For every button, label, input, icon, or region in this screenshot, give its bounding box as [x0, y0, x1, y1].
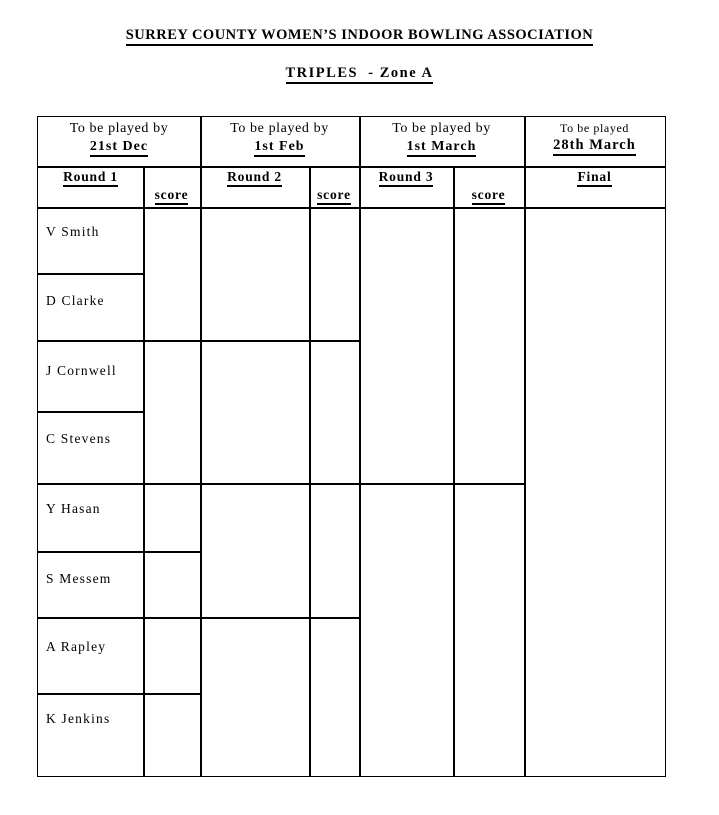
round2-score-cell-1	[309, 207, 359, 340]
round2-winner-cell-3	[200, 483, 309, 617]
line-cornwell-stevens	[38, 411, 144, 413]
round2-score-cell-3	[309, 483, 359, 617]
final-played-by-label: To be played	[559, 121, 629, 135]
final-date-label: 28th March	[553, 137, 636, 156]
round1-header: Round 1	[38, 169, 143, 185]
round3-score-cell-top	[453, 207, 524, 483]
header-row-divider	[38, 166, 665, 168]
round2-score-header: score	[309, 187, 359, 203]
round1-score-header: score	[143, 187, 200, 203]
round1-score-cell-match1	[143, 207, 200, 340]
round1-score-cell-rapley	[143, 617, 200, 693]
line-smith-clarke	[38, 273, 144, 275]
player-7: A Rapley	[46, 639, 107, 654]
round1-date-label: 21st Dec	[90, 139, 148, 157]
player-5: Y Hasan	[46, 501, 101, 516]
player-2: D Clarke	[46, 293, 105, 308]
document-subtitle-text: TRIPLES - Zone A	[286, 65, 434, 84]
round2-score-cell-4	[309, 617, 359, 776]
header-round2-date	[200, 117, 359, 166]
round3-winner-cell-top	[359, 207, 453, 483]
round3-played-by-label: To be played by	[392, 121, 491, 136]
round1-score-cell-match2	[143, 340, 200, 483]
document-subtitle	[0, 65, 719, 82]
round1-score-cell-messem	[143, 551, 200, 617]
player-3: J Cornwell	[46, 363, 117, 378]
round3-score-header: score	[453, 187, 524, 203]
document-title	[0, 27, 719, 44]
round2-winner-cell-1	[200, 207, 309, 340]
player-4: C Stevens	[46, 431, 112, 446]
bracket-table	[37, 116, 666, 777]
round3-score-cell-bottom	[453, 483, 524, 776]
round1-score-cell-jenkins	[143, 693, 200, 776]
header-round1-date	[38, 117, 200, 166]
round2-winner-cell-2	[200, 340, 309, 483]
round3-winner-cell-bottom	[359, 483, 453, 776]
round3-header: Round 3	[359, 169, 453, 185]
round2-played-by-label: To be played by	[230, 121, 329, 136]
round2-header: Round 2	[200, 169, 309, 185]
header-final-date	[524, 117, 665, 166]
header-round3-date	[359, 117, 524, 166]
round1-score-cell-hasan	[143, 483, 200, 551]
final-header: Final	[524, 169, 665, 185]
round2-score-cell-2	[309, 340, 359, 483]
player-1: V Smith	[46, 224, 100, 239]
round1-played-by-label: To be played by	[69, 121, 169, 136]
player-6: S Messem	[46, 571, 112, 586]
document-title-text: SURREY COUNTY WOMEN’S INDOOR BOWLING ASSOCIATION	[126, 27, 594, 46]
final-winner-cell	[524, 207, 665, 776]
player-8: K Jenkins	[46, 711, 111, 726]
round2-winner-cell-4	[200, 617, 309, 776]
round3-date-label: 1st March	[407, 139, 477, 157]
round2-date-label: 1st Feb	[254, 139, 304, 157]
